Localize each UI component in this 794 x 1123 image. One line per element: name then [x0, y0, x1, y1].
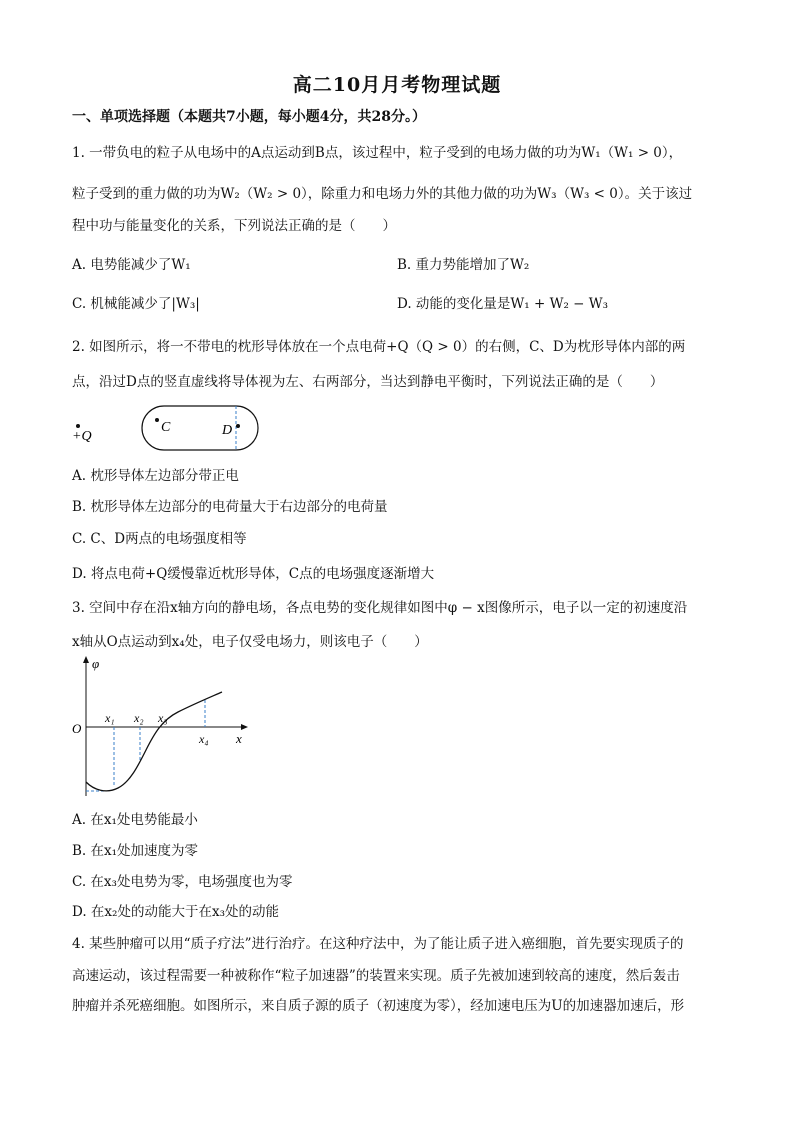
page-title: 高二10月月考物理试题	[292, 74, 502, 96]
point-d-dot	[236, 424, 240, 428]
point-c-label: C	[161, 420, 171, 435]
x4-label: x₄	[199, 732, 209, 746]
q2-option-a: A. 枕形导体左边部分带正电	[72, 468, 239, 484]
q3-option-c: C. 在x₃处电势为零，电场强度也为零	[72, 874, 293, 890]
q3-option-a: A. 在x₁处电势能最小	[72, 812, 198, 828]
q1-option-a: A. 电势能减少了W₁	[72, 257, 191, 273]
q2-stem-line1: 2. 如图所示，将一不带电的枕形导体放在一个点电荷+Q（Q > 0）的右侧，C、D为枕形导体内部的两	[72, 339, 686, 355]
point-charge-dot	[76, 424, 80, 428]
q2-stem-line2: 点，沿过D点的竖直虚线将导体视为左、右两部分，当达到静电平衡时，下列说法正确的是（ ）	[72, 374, 664, 390]
q3-option-d: D. 在x₂处的动能大于在x₃处的动能	[72, 904, 279, 920]
q1-stem-line3: 程中功与能量变化的关系，下列说法正确的是（ ）	[72, 218, 396, 234]
x-axis-label: x	[236, 731, 242, 746]
pillow-conductor	[142, 406, 258, 450]
x3-label: x₃	[158, 711, 168, 725]
q1-option-c: C. 机械能减少了|W₃|	[72, 296, 200, 312]
q3-stem-line2: x轴从O点运动到x₄处，电子仅受电场力，则该电子（ ）	[72, 634, 428, 650]
q4-stem-line2: 高速运动，该过程需要一种被称作“粒子加速器”的装置来实现。质子先被加速到较高的速度，然后轰击	[72, 968, 680, 984]
q1-option-b: B. 重力势能增加了W₂	[397, 257, 530, 273]
point-charge-label: +Q	[72, 429, 92, 444]
q1-stem-line1: 1. 一带负电的粒子从电场中的A点运动到B点，该过程中，粒子受到的电场力做的功为W₁（W₁ > 0），	[72, 145, 683, 161]
origin-label: O	[72, 721, 82, 736]
y-axis-arrow	[83, 656, 89, 663]
q1-stem-line2: 粒子受到的重力做的功为W₂（W₂ > 0），除重力和电场力外的其他力做的功为W₃（W₃ < 0）。关于该过	[72, 186, 693, 202]
q3-phi-x-graph	[66, 654, 256, 800]
point-d-label: D	[222, 423, 233, 438]
y-axis-label: φ	[92, 656, 100, 671]
q4-stem-line1: 4. 某些肿瘤可以用“质子疗法”进行治疗。在这种疗法中，为了能让质子进入癌细胞，首先要实现质子的	[72, 936, 684, 952]
section-heading: 一、单项选择题（本题共7小题，每小题4分，共28分。）	[72, 109, 426, 125]
q2-conductor-figure	[66, 400, 276, 460]
q1-option-d: D. 动能的变化量是W₁ + W₂ − W₃	[397, 296, 609, 312]
q4-stem-line3: 肿瘤并杀死癌细胞。如图所示，来自质子源的质子（初速度为零），经加速电压为U的加速器加速后，形	[72, 998, 685, 1014]
x2-label: x₂	[134, 711, 144, 725]
q2-option-b: B. 枕形导体左边部分的电荷量大于右边部分的电荷量	[72, 499, 388, 515]
q3-option-b: B. 在x₁处加速度为零	[72, 843, 199, 859]
point-c-dot	[155, 418, 159, 422]
x-axis-arrow	[241, 724, 248, 730]
q2-option-c: C. C、D两点的电场强度相等	[72, 531, 247, 547]
q2-option-d: D. 将点电荷+Q缓慢靠近枕形导体，C点的电场强度逐渐增大	[72, 566, 435, 582]
q3-stem-line1: 3. 空间中存在沿x轴方向的静电场，各点电势的变化规律如图中φ − x图像所示，电子以一定的初速度沿	[72, 600, 688, 616]
x1-label: x₁	[105, 711, 115, 725]
